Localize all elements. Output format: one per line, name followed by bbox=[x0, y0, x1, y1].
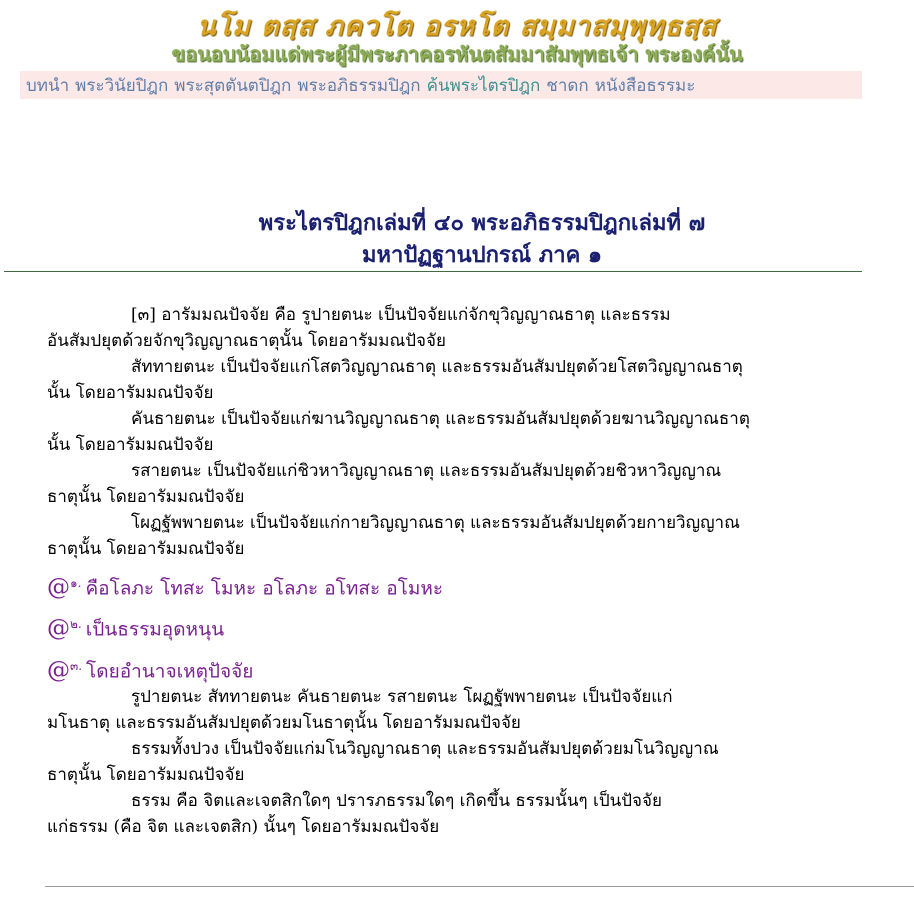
title-volume: พระไตรปิฎกเล่มที่ ๔๐ พระอภิธรรมปิฎกเล่มที่ ๗ bbox=[258, 210, 706, 236]
text-line: ธาตุนั้น โดยอารัมมณปัจจัย bbox=[47, 487, 245, 507]
text-line: มโนธาตุ และธรรมอันสัมปยุตด้วยมโนธาตุนั้น โดยอารัมมณปัจจัย bbox=[47, 712, 521, 733]
thai-salutation-banner: ขอนอบน้อมแด่พระผู้มีพระภาคอรหันตสัมมาสัมพุทธเจ้า พระองค์นั้น bbox=[171, 42, 743, 66]
nav-intro-link[interactable]: บทนำ bbox=[26, 75, 70, 96]
pali-salutation-banner: นโม ตสฺส ภควโต อรหโต สมฺมาสมฺพุทฺธสฺส bbox=[196, 11, 717, 42]
text-line: รสายตนะ เป็นปัจจัยแก่ชิวหาวิญญาณธาตุ และธรรมอันสัมปยุตด้วยชิวหาวิญญาณ bbox=[131, 461, 722, 481]
text-line: อันสัมปยุตด้วยจักขุวิญญาณธาตุนั้น โดยอารัมมณปัจจัย bbox=[47, 331, 446, 351]
footnote-number: ๒. bbox=[70, 617, 82, 632]
footnote-number: ๓. bbox=[70, 658, 83, 673]
text-line: ธาตุนั้น โดยอารัมมณปัจจัย bbox=[47, 764, 245, 785]
nav-vinaya-link[interactable]: พระวินัยปิฎก bbox=[75, 75, 169, 96]
footnote-marker: @ bbox=[47, 656, 70, 683]
nav-search-tipitaka-link[interactable]: ค้นพระไตรปิฎก bbox=[426, 75, 541, 96]
footnote-text: โดยอำนาจเหตุปัจจัย bbox=[86, 659, 254, 682]
title-book: มหาปัฏฐานปกรณ์ ภาค ๑ bbox=[362, 242, 602, 268]
footnote-1 bbox=[47, 570, 877, 601]
text-line: นั้น โดยอารัมมณปัจจัย bbox=[47, 435, 214, 455]
nav-sutta-link[interactable]: พระสุตตันตปิฎก bbox=[174, 75, 292, 96]
scripture-text bbox=[47, 302, 877, 840]
nav-abhidhamma-link[interactable]: พระอภิธรรมปิฎก bbox=[297, 75, 421, 96]
footnote-marker: @ bbox=[47, 574, 70, 601]
footnote-3 bbox=[47, 653, 877, 684]
text-line: ธาตุนั้น โดยอารัมมณปัจจัย bbox=[47, 539, 245, 559]
text-line: โผฏฐัพพายตนะ เป็นปัจจัยแก่กายวิญญาณธาตุ และธรรมอันสัมปยุตด้วยกายวิญญาณ bbox=[131, 513, 740, 533]
nav-jataka-link[interactable]: ชาดก bbox=[546, 75, 589, 96]
text-line: สัททายตนะ เป็นปัจจัยแก่โสตวิญญาณธาตุ และธรรมอันสัมปยุตด้วยโสตวิญญาณธาตุ bbox=[131, 357, 743, 377]
footnote-marker: @ bbox=[47, 615, 70, 642]
text-line: รูปายตนะ สัททายตนะ คันธายตนะ รสายตนะ โผฏฐัพพายตนะ เป็นปัจจัยแก่ bbox=[131, 686, 673, 707]
text-line: ธรรม คือ จิตและเจตสิกใดๆ ปรารภธรรมใดๆ เกิดขึ้น ธรรมนั้นๆ เป็นปัจจัย bbox=[131, 790, 662, 811]
text-line: ธรรมทั้งปวง เป็นปัจจัยแก่มโนวิญญาณธาตุ และธรรมอันสัมปยุตด้วยมโนวิญญาณ bbox=[131, 738, 719, 759]
text-line: [๓] อารัมมณปัจจัย คือ รูปายตนะ เป็นปัจจัยแก่จักขุวิญญาณธาตุ และธรรม bbox=[131, 305, 671, 325]
text-line: นั้น โดยอารัมมณปัจจัย bbox=[47, 383, 214, 403]
bottom-divider bbox=[45, 886, 914, 887]
footnote-text: คือโลภะ โทสะ โมหะ อโลภะ อโทสะ อโมหะ bbox=[85, 577, 444, 600]
footnote-number: ๑. bbox=[70, 576, 82, 590]
footnote-text: เป็นธรรมอุดหนุน bbox=[85, 618, 225, 641]
text-line: แก่ธรรม (คือ จิต และเจตสิก) นั้นๆ โดยอารัมมณปัจจัย bbox=[47, 816, 440, 837]
nav-dhamma-books-link[interactable]: หนังสือธรรมะ bbox=[594, 75, 696, 96]
text-line: คันธายตนะ เป็นปัจจัยแก่ฆานวิญญาณธาตุ และธรรมอันสัมปยุตด้วยฆานวิญญาณธาตุ bbox=[131, 409, 750, 429]
footnote-2 bbox=[47, 611, 877, 642]
page-title bbox=[0, 207, 914, 271]
title-divider bbox=[4, 271, 862, 272]
top-navigation bbox=[20, 71, 862, 99]
